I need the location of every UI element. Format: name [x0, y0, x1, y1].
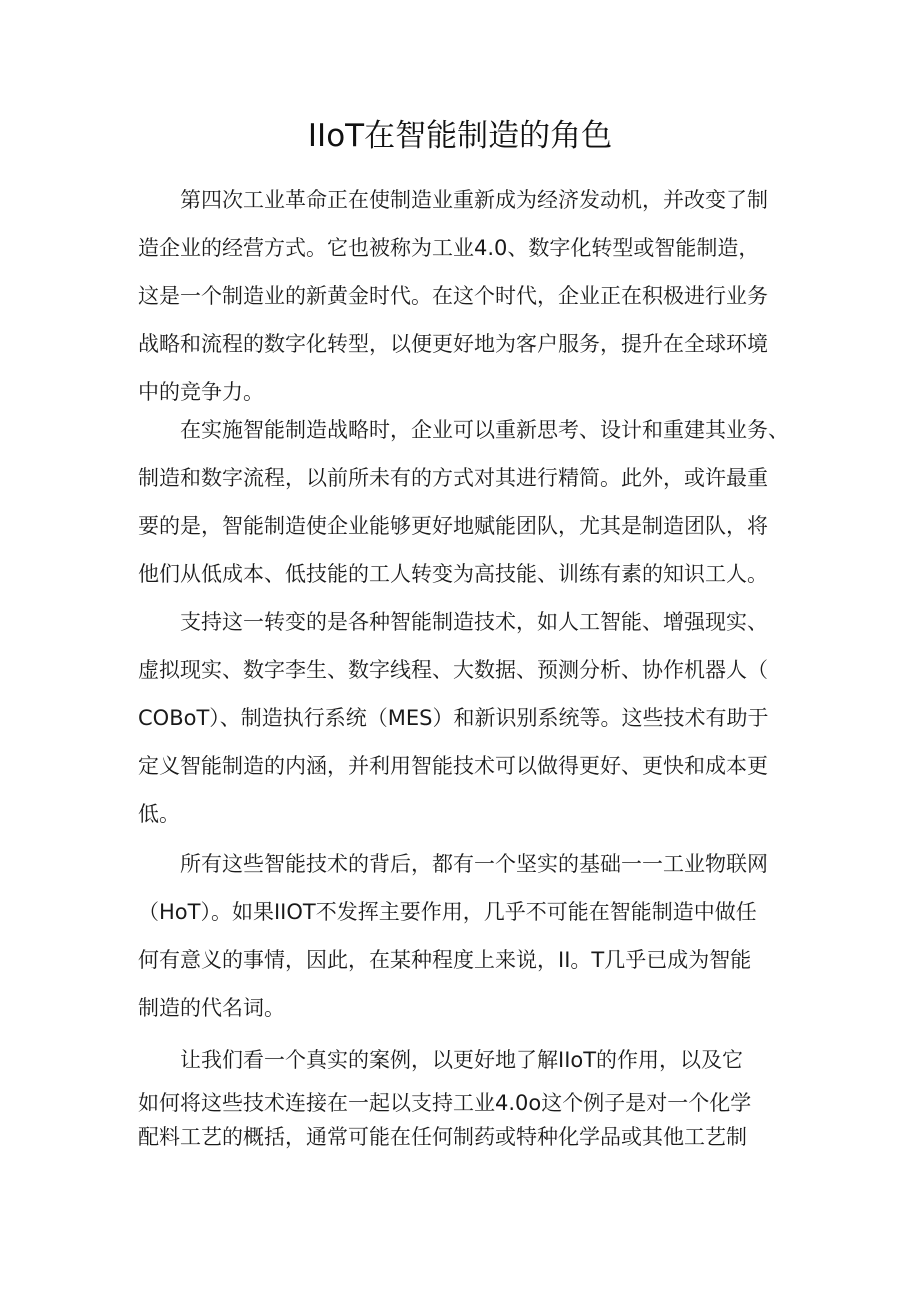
paragraph-line: 中的竞争力。: [138, 380, 264, 404]
paragraph-line: 制造和数字流程，以前所未有的方式对其进行精简。此外，或许最重: [138, 466, 768, 490]
paragraph-line: COBoT）、制造执行系统（MES）和新识别系统等。这些技术有助于: [138, 706, 769, 730]
paragraph-line: 战略和流程的数字化转型，以便更好地为客户服务，提升在全球环境: [138, 332, 768, 356]
paragraph-line: （HoT）。如果IIOT不发挥主要作用，几乎不可能在智能制造中做任: [138, 900, 757, 924]
paragraph-line: 他们从低成本、低技能的工人转变为高技能、训练有素的知识工人。: [138, 562, 768, 586]
paragraph-line: 虚拟现实、数字李生、数字线程、大数据、预测分析、协作机器人（: [138, 658, 768, 682]
paragraph-line: 制造的代名词。: [138, 996, 285, 1020]
document-title: IIoT在智能制造的角色: [307, 118, 613, 154]
paragraph-line: 第四次工业革命正在使制造业重新成为经济发动机，并改变了制: [180, 188, 768, 212]
paragraph-line: 所有这些智能技术的背后，都有一个坚实的基础一一工业物联网: [180, 852, 768, 876]
paragraph-line: 定义智能制造的内涵，并利用智能技术可以做得更好、更快和成本更: [138, 754, 768, 778]
paragraph-industry-4: [138, 176, 798, 416]
paragraph-line: 在实施智能制造战略时，企业可以重新思考、设计和重建其业务、: [180, 418, 789, 442]
paragraph-line: 让我们看一个真实的案例，以更好地了解IIoT的作用，以及它: [180, 1048, 744, 1072]
paragraph-line: 配料工艺的概括，通常可能在任何制药或特种化学品或其他工艺制: [138, 1125, 747, 1149]
paragraph-line: 低。: [138, 802, 180, 826]
paragraph-strategy: [138, 406, 798, 598]
paragraph-line: 造企业的经营方式。它也被称为工业4.0、数字化转型或智能制造，: [138, 236, 760, 260]
paragraph-line: 何有意义的事情，因此，在某种程度上来说，II。T几乎已成为智能: [138, 948, 752, 972]
paragraph-iiot-foundation: [138, 840, 798, 1032]
paragraph-line: 如何将这些技术连接在一起以支持工业4.0o这个例子是对一个化学: [138, 1091, 752, 1115]
paragraph-case-study: [138, 1034, 798, 1154]
paragraph-technologies: [138, 598, 798, 838]
paragraph-line: 支持这一转变的是各种智能制造技术，如人工智能、增强现实、: [180, 610, 768, 634]
paragraph-line: 要的是，智能制造使企业能够更好地赋能团队，尤其是制造团队，将: [138, 514, 768, 538]
paragraph-line: 这是一个制造业的新黄金时代。在这个时代，企业正在积极进行业务: [138, 284, 768, 308]
